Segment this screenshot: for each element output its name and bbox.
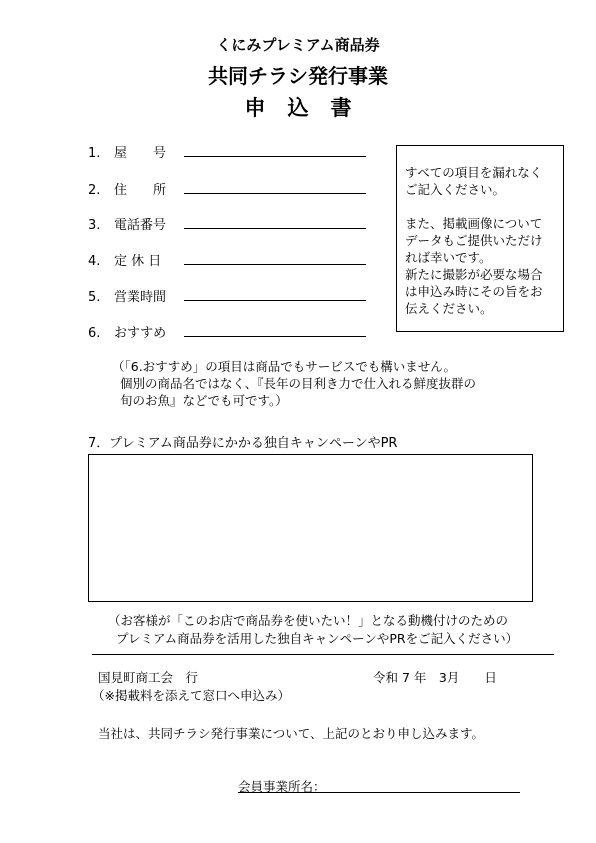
- entry-line[interactable]: [184, 228, 366, 229]
- addressee: 国見町商工会 行: [98, 670, 199, 685]
- note-line: 個別の商品名ではなく、『長年の目利き力で仕入れる鮮度抜群の: [120, 376, 477, 391]
- field-label: 電話番号: [114, 218, 167, 233]
- field-number: 3.: [88, 218, 101, 233]
- form-name: 申込書: [244, 96, 374, 120]
- field-label: 住 所: [114, 183, 167, 198]
- member-business-label: 会員事業所名：: [238, 779, 326, 794]
- field-number: 5.: [88, 290, 101, 305]
- fee-note: （※掲載料を添えて窓口へ申込み）: [92, 688, 290, 703]
- field-label: 営業時間: [114, 290, 167, 305]
- form-title: 共同チラシ発行事業: [208, 64, 388, 88]
- field-phone[interactable]: [88, 214, 176, 234]
- note-line: （「6.おすすめ」の項目は商品でもサービスでも構いません。: [112, 359, 457, 374]
- field-address[interactable]: [88, 179, 176, 199]
- entry-line[interactable]: [184, 336, 366, 337]
- instruction-line: は申込み時にその旨をお: [405, 284, 543, 299]
- entry-line[interactable]: [184, 193, 366, 194]
- recommendation-note: [112, 358, 560, 409]
- section-divider: [92, 654, 554, 655]
- entry-line[interactable]: [184, 264, 366, 265]
- form-subtitle: くにみプレミアム商品券: [216, 36, 380, 54]
- field-number: 6.: [88, 326, 101, 341]
- field-label: 定 休 日: [114, 254, 162, 269]
- instruction-line: 新たに撮影が必要な場合: [405, 267, 543, 282]
- instruction-line: れば幸いです。: [405, 250, 492, 265]
- field-hours[interactable]: [88, 286, 176, 306]
- field-number: 1.: [88, 146, 101, 161]
- application-date: 令和 7 年 3月 日: [373, 670, 497, 685]
- instructions-box: [396, 145, 564, 332]
- field-label: おすすめ: [114, 326, 167, 341]
- pr-section-label: 7．プレミアム商品券にかかる独自キャンペーンやPR: [88, 436, 398, 451]
- declaration: 当社は、共同チラシ発行事業について、上記のとおり申し込みます。: [98, 726, 485, 741]
- field-number: 4.: [88, 254, 101, 269]
- field-holiday[interactable]: [88, 250, 176, 270]
- field-number: 2.: [88, 183, 101, 198]
- pr-entry-box[interactable]: [88, 454, 533, 602]
- instruction-line: すべての項目を漏れなく: [405, 165, 543, 180]
- entry-line[interactable]: [184, 156, 366, 157]
- field-recommendation[interactable]: [88, 322, 176, 342]
- pr-note-line: プレミアム商品券を活用した独自キャンペーンやPRをご記入ください）: [116, 631, 519, 646]
- pr-note: [108, 612, 518, 648]
- field-label: 屋 号: [114, 146, 167, 161]
- member-business-line[interactable]: [238, 792, 520, 793]
- field-shop-name[interactable]: [88, 142, 176, 162]
- instruction-line: 伝えください。: [405, 301, 493, 316]
- instruction-line: データもご提供いただけ: [405, 233, 543, 248]
- note-line: 旬のお魚』などでも可です。）: [120, 393, 288, 408]
- instruction-line: また、掲載画像について: [405, 216, 543, 231]
- instruction-line: ご記入ください。: [405, 182, 506, 197]
- pr-note-line: （お客様が「このお店で商品券を使いたい！」となる動機付けのための: [108, 613, 509, 628]
- entry-line[interactable]: [184, 300, 366, 301]
